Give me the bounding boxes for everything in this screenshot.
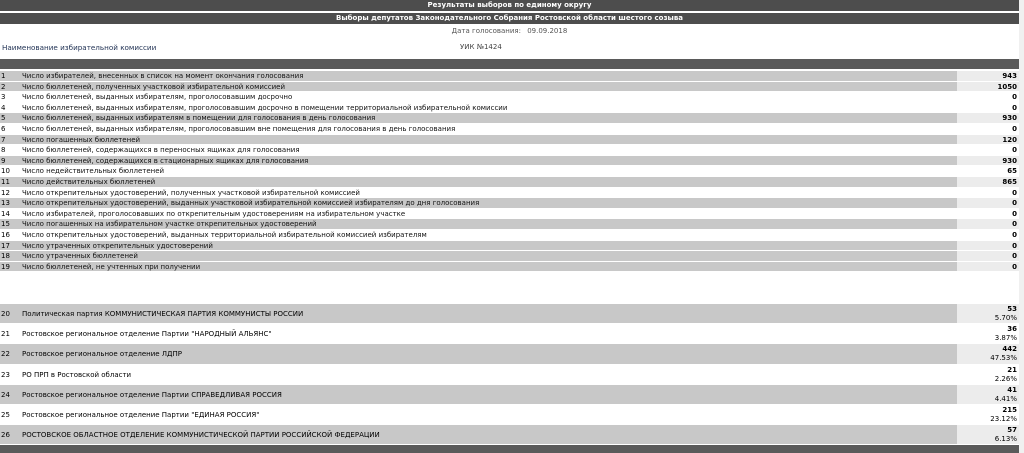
party-result-cell <box>957 405 1019 424</box>
row-label: Число бюллетеней, полученных участковой избирательной комиссией <box>22 82 285 91</box>
party-row <box>0 365 1019 385</box>
party-row <box>0 304 1019 324</box>
row-value: 0 <box>957 262 1019 272</box>
party-name: Ростовское региональное отделение Партии "НАРОДНЫЙ АЛЬЯНС" <box>22 330 272 339</box>
party-percent: 6.13% <box>994 435 1017 444</box>
party-result-cell <box>957 324 1019 343</box>
row-number: 1 <box>1 72 6 80</box>
row-value: 0 <box>957 198 1019 208</box>
row-number: 7 <box>1 135 6 144</box>
row-label: Число бюллетеней, выданных избирателям в помещении для голосования в день голосования <box>22 114 376 123</box>
party-row <box>0 385 1019 405</box>
party-percent: 2.26% <box>994 374 1017 383</box>
row-value: 0 <box>957 230 1019 240</box>
row-label: Число открепительных удостоверений, выданных территориальной избирательной комиссией избирателям <box>22 230 427 239</box>
row-label: Число бюллетеней, содержащихся в переносных ящиках для голосования <box>22 146 300 155</box>
row-number: 2 <box>1 82 6 91</box>
party-votes: 21 <box>1007 365 1017 374</box>
party-name: Политическая партия КОММУНИСТИЧЕСКАЯ ПАРТИЯ КОММУНИСТЫ РОССИИ <box>22 310 304 318</box>
row-label: Число избирателей, проголосовавших по открепительным удостоверениям на избирательном участке <box>22 209 406 218</box>
party-number: 22 <box>1 350 10 359</box>
row-number: 6 <box>1 124 6 133</box>
row-number: 15 <box>1 220 10 229</box>
row-value: 120 <box>957 135 1019 145</box>
party-name: РО ПРП в Ростовской области <box>22 370 132 379</box>
row-label: Число избирателей, внесенных в список на момент окончания голосования <box>22 72 304 80</box>
row-number: 18 <box>1 252 10 261</box>
row-number: 5 <box>1 114 6 123</box>
party-number: 21 <box>1 330 10 339</box>
row-value: 930 <box>957 156 1019 166</box>
row-label: Число бюллетеней, выданных избирателям, проголосовавшим досрочно в помещении территориальной избирательной комиссии <box>22 103 508 112</box>
table-row <box>0 156 1019 167</box>
voting-date-label: Дата голосования: <box>451 27 521 35</box>
row-value: 65 <box>957 166 1019 176</box>
scrollbar[interactable] <box>1019 0 1024 453</box>
party-percent: 5.70% <box>994 314 1017 322</box>
voting-date-value: 09.09.2018 <box>527 27 568 35</box>
table-row <box>0 188 1019 199</box>
row-value: 0 <box>957 209 1019 219</box>
party-name: Ростовское региональное отделение Партии СПРАВЕДЛИВАЯ РОССИЯ <box>22 390 282 399</box>
table-footer-bar <box>0 445 1019 453</box>
row-label: Число погашенных бюллетеней <box>22 135 141 144</box>
row-value: 0 <box>957 92 1019 102</box>
row-number: 11 <box>1 177 10 186</box>
party-votes: 442 <box>1002 345 1017 354</box>
row-label: Число действительных бюллетеней <box>22 177 156 186</box>
party-name: Ростовское региональное отделение ЛДПР <box>22 350 183 359</box>
party-results <box>0 304 1019 445</box>
table-row <box>0 145 1019 156</box>
row-label: Число бюллетеней, содержащихся в стационарных ящиках для голосования <box>22 156 309 165</box>
row-value: 865 <box>957 177 1019 187</box>
party-votes: 41 <box>1007 385 1017 394</box>
table-row <box>0 166 1019 177</box>
party-result-cell <box>957 385 1019 404</box>
row-label: Число бюллетеней, выданных избирателям, проголосовавшим вне помещения для голосования в день голосования <box>22 124 456 133</box>
party-row <box>0 344 1019 364</box>
table-row <box>0 230 1019 241</box>
table-row <box>0 113 1019 124</box>
party-percent: 3.87% <box>994 334 1017 343</box>
party-row <box>0 324 1019 344</box>
table-header-bar <box>0 59 1019 69</box>
row-number: 4 <box>1 103 6 112</box>
election-subtitle: Выборы депутатов Законодательного Собрания Ростовской области шестого созыва <box>0 13 1019 24</box>
row-value: 0 <box>957 251 1019 261</box>
row-value: 0 <box>957 219 1019 229</box>
page-title: Результаты выборов по единому округу <box>0 0 1019 11</box>
row-number: 16 <box>1 230 10 239</box>
party-percent: 47.53% <box>990 354 1017 363</box>
row-number: 3 <box>1 93 6 102</box>
table-row <box>0 251 1019 262</box>
table-row <box>0 262 1019 273</box>
row-label: Число бюллетеней, выданных избирателям, проголосовавшим досрочно <box>22 93 293 102</box>
commission-value: УИК №1424 <box>460 43 502 51</box>
row-number: 13 <box>1 199 10 208</box>
row-value: 1050 <box>957 82 1019 92</box>
row-value: 943 <box>957 71 1019 81</box>
row-label: Число недействительных бюллетеней <box>22 167 165 176</box>
table-row <box>0 177 1019 188</box>
row-label: Число бюллетеней, не учтенных при получении <box>22 262 201 271</box>
party-votes: 36 <box>1007 325 1017 334</box>
party-votes: 53 <box>1007 305 1017 313</box>
table-row <box>0 71 1019 82</box>
party-name: РОСТОВСКОЕ ОБЛАСТНОЕ ОТДЕЛЕНИЕ КОММУНИСТИЧЕСКОЙ ПАРТИИ РОССИЙСКОЙ ФЕДЕРАЦИИ <box>22 431 380 440</box>
row-number: 14 <box>1 209 10 218</box>
party-number: 24 <box>1 390 10 399</box>
row-label: Число погашенных на избирательном участке открепительных удостоверений <box>22 220 317 229</box>
table-row <box>0 124 1019 135</box>
row-value: 0 <box>957 241 1019 251</box>
commission-label: Наименование избирательной комиссии <box>2 43 157 52</box>
party-number: 20 <box>1 310 10 318</box>
party-number: 23 <box>1 370 10 379</box>
table-row <box>0 219 1019 230</box>
row-value: 0 <box>957 145 1019 155</box>
voting-date-row <box>0 26 1019 37</box>
party-percent: 4.41% <box>994 394 1017 403</box>
row-number: 12 <box>1 188 10 197</box>
protocol-rows <box>0 71 1019 272</box>
table-row <box>0 241 1019 252</box>
party-result-cell <box>957 344 1019 363</box>
row-value: 930 <box>957 113 1019 123</box>
row-label: Число утраченных открепительных удостоверений <box>22 241 213 250</box>
party-name: Ростовское региональное отделение Партии "ЕДИНАЯ РОССИЯ" <box>22 410 260 419</box>
party-percent: 23.12% <box>990 414 1017 423</box>
row-number: 9 <box>1 156 6 165</box>
party-number: 25 <box>1 410 10 419</box>
table-row <box>0 92 1019 103</box>
row-label: Число утраченных бюллетеней <box>22 252 138 261</box>
table-row <box>0 209 1019 220</box>
row-number: 19 <box>1 262 10 271</box>
row-label: Число открепительных удостоверений, выданных участковой избирательной комиссией избирателям до дня голосования <box>22 199 480 208</box>
party-row <box>0 405 1019 425</box>
table-row <box>0 198 1019 209</box>
table-row <box>0 135 1019 146</box>
party-votes: 215 <box>1002 405 1017 414</box>
row-value: 0 <box>957 103 1019 113</box>
row-number: 8 <box>1 146 6 155</box>
party-votes: 57 <box>1007 426 1017 435</box>
row-label: Число открепительных удостоверений, полученных участковой избирательной комиссией <box>22 188 360 197</box>
table-row <box>0 82 1019 93</box>
row-number: 17 <box>1 241 10 250</box>
party-result-cell <box>957 425 1019 444</box>
table-row <box>0 103 1019 114</box>
commission-row <box>0 42 1019 53</box>
row-value: 0 <box>957 124 1019 134</box>
row-value: 0 <box>957 188 1019 198</box>
party-row <box>0 425 1019 445</box>
party-result-cell <box>957 304 1019 323</box>
party-result-cell <box>957 365 1019 384</box>
party-number: 26 <box>1 431 10 440</box>
row-number: 10 <box>1 167 10 176</box>
